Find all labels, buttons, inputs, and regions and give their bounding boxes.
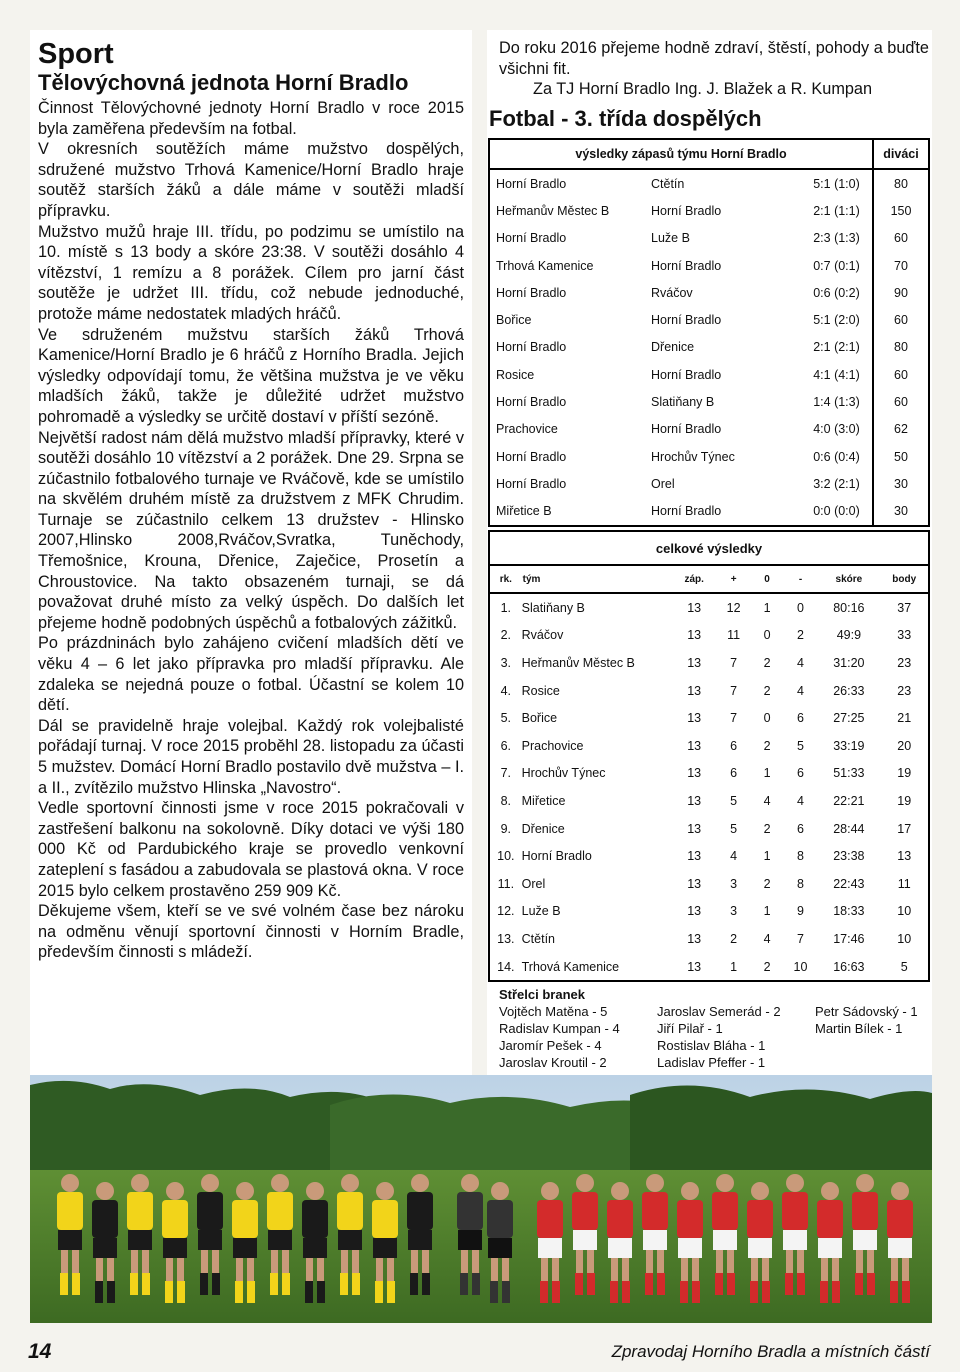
standings-score: 80:16 bbox=[833, 600, 865, 615]
standings-col-header: záp. bbox=[671, 565, 716, 593]
match-home-team: Horní Bradlo bbox=[496, 231, 567, 246]
match-spectators: 90 bbox=[894, 285, 908, 300]
match-home-team: Horní Bradlo bbox=[496, 340, 567, 355]
standings-row bbox=[489, 842, 929, 870]
standings-team: Slatiňany B bbox=[521, 600, 585, 615]
standings-pts: 10 bbox=[897, 931, 912, 946]
match-score: 2:1 (1:1) bbox=[801, 197, 873, 224]
standings-col-header: rk. bbox=[489, 565, 522, 593]
standings-d: 2 bbox=[763, 738, 771, 753]
scorers-block bbox=[499, 986, 935, 1071]
match-home-team: Miřetice B bbox=[496, 504, 552, 519]
standings-gp: 13 bbox=[687, 904, 702, 919]
spectators-header: diváci bbox=[873, 139, 929, 169]
standings-score: 16:63 bbox=[833, 959, 865, 974]
standings-pts: 19 bbox=[897, 793, 912, 808]
standings-pts: 17 bbox=[897, 821, 912, 836]
match-spectators: 80 bbox=[894, 340, 908, 355]
standings-w: 3 bbox=[730, 876, 738, 891]
standings-team: Hrochův Týnec bbox=[521, 766, 606, 781]
match-row bbox=[489, 197, 929, 224]
standings-gp: 13 bbox=[687, 959, 702, 974]
standings-score: 27:25 bbox=[833, 711, 865, 726]
standings-row bbox=[489, 870, 929, 898]
standings-l: 5 bbox=[797, 738, 804, 753]
article-paragraph: Největší radost nám dělá mužstvo mladší přípravky, které v soutěži dosáhlo 10 vítězství a 2 porážek. Dne 29. Srpna se zúčastnilo fotbalového turnaje ve Rváčově, kde se umístilo na skvělém druhém místě za družstvem z MFK Chrudim. Turnaje se zúčastnilo celkem 13 družstev - Hlinsko 2007,Hlinsko 2008,Rváčov,Svratka, Tuněchody, Třemošnice, Krouna, Dřenice, Zaječice, Prosetín a Chroustovice. Na takto obsazeném turnaji, se dá považovat druhé místo za velký úspěch. Do dalších let přejeme hodně podobných úspěchů a fotbalových zážitků. bbox=[38, 428, 464, 632]
standings-gp: 13 bbox=[687, 600, 702, 615]
match-row bbox=[489, 252, 929, 279]
match-away-team: Horní Bradlo bbox=[651, 367, 722, 382]
standings-team: Trhová Kamenice bbox=[521, 959, 620, 974]
scorer-entry: Petr Sádovský - 1 bbox=[815, 1004, 918, 1019]
standings-team: Heřmanův Městec B bbox=[521, 655, 635, 670]
match-away-team: Horní Bradlo bbox=[651, 258, 722, 273]
match-row bbox=[489, 334, 929, 361]
standings-score: 26:33 bbox=[833, 683, 865, 698]
match-home-team: Trhová Kamenice bbox=[496, 258, 594, 273]
standings-row bbox=[489, 898, 929, 926]
standings-d: 2 bbox=[763, 683, 771, 698]
match-row bbox=[489, 470, 929, 497]
match-score: 0:7 (0:1) bbox=[801, 252, 873, 279]
standings-pts: 23 bbox=[897, 683, 912, 698]
standings-w: 1 bbox=[730, 959, 738, 974]
standings-rk: 7. bbox=[500, 766, 512, 781]
match-home-team: Rosice bbox=[496, 367, 535, 382]
standings-rk: 3. bbox=[500, 655, 512, 670]
standings-rk: 10. bbox=[497, 849, 515, 864]
standings-pts: 11 bbox=[897, 876, 911, 891]
standings-rk: 5. bbox=[500, 711, 512, 726]
match-home-team: Horní Bradlo bbox=[496, 395, 567, 410]
standings-rk: 1. bbox=[500, 600, 512, 615]
standings-score: 17:46 bbox=[833, 931, 865, 946]
standings-team: Rváčov bbox=[521, 628, 564, 643]
match-score: 0:0 (0:0) bbox=[801, 498, 873, 526]
match-row bbox=[489, 225, 929, 252]
article-paragraph: Vedle sportovní činnosti jsme v roce 2015 pokračovali v zastřešení balkonu na sokolovně. Díky dotaci ve výši 180 000 Kč od Pardubického kraje se provedlo venkovní zateplení s fasádou a zabudovala se plastová okna. V roce 2015 bylo celkem prostavěno 259 909 Kč. bbox=[38, 799, 464, 900]
match-home-team: Horní Bradlo bbox=[496, 285, 567, 300]
standings-l: 8 bbox=[797, 876, 804, 891]
standings-score: 28:44 bbox=[833, 821, 865, 836]
match-spectators: 62 bbox=[894, 422, 908, 437]
standings-w: 7 bbox=[730, 711, 738, 726]
standings-team: Bořice bbox=[521, 711, 558, 726]
standings-team: Miřetice bbox=[521, 793, 566, 808]
standings-gp: 13 bbox=[687, 628, 702, 643]
scorer-entry: Rostislav Bláha - 1 bbox=[657, 1038, 766, 1053]
standings-l: 8 bbox=[797, 849, 804, 864]
standings-score: 18:33 bbox=[833, 904, 865, 919]
standings-gp: 13 bbox=[687, 849, 702, 864]
standings-w: 3 bbox=[730, 904, 738, 919]
standings-d: 0 bbox=[763, 628, 771, 643]
standings-l: 7 bbox=[797, 931, 804, 946]
standings-l: 0 bbox=[797, 600, 804, 615]
standings-score: 22:43 bbox=[833, 876, 865, 891]
scorers-column bbox=[499, 1003, 647, 1071]
standings-row bbox=[489, 760, 929, 788]
match-results-table bbox=[488, 138, 930, 527]
matches-header: výsledky zápasů týmu Horní Bradlo bbox=[489, 139, 873, 169]
match-row bbox=[489, 361, 929, 388]
match-away-team: Horní Bradlo bbox=[651, 422, 722, 437]
standings-col-header: - bbox=[784, 565, 818, 593]
match-away-team: Orel bbox=[651, 476, 675, 491]
standings-d: 4 bbox=[763, 931, 771, 946]
match-score: 2:3 (1:3) bbox=[801, 225, 873, 252]
standings-d: 1 bbox=[763, 849, 771, 864]
article-paragraph: Po prázdninách bylo zahájeno cvičení mladších dětí ve věku 4 – 6 let jako přípravka pro mladší přípravku. Ale zdaleka se nejedná pouze o fotbal. Účastní se kolem 10 dětí. bbox=[38, 634, 464, 715]
standings-gp: 13 bbox=[687, 738, 702, 753]
match-row bbox=[489, 416, 929, 443]
standings-col-header: skóre bbox=[817, 565, 880, 593]
match-spectators: 30 bbox=[894, 504, 908, 519]
standings-pts: 37 bbox=[897, 600, 912, 615]
standings-col-header: 0 bbox=[750, 565, 783, 593]
standings-table bbox=[488, 530, 930, 982]
standings-rk: 4. bbox=[500, 683, 512, 698]
standings-row bbox=[489, 677, 929, 705]
standings-d: 1 bbox=[763, 600, 771, 615]
standings-l: 6 bbox=[797, 711, 804, 726]
match-away-team: Rváčov bbox=[651, 285, 693, 300]
standings-rk: 13. bbox=[497, 931, 515, 946]
standings-l: 4 bbox=[797, 793, 804, 808]
match-score: 1:4 (1:3) bbox=[801, 388, 873, 415]
football-section-title: Fotbal - 3. třída dospělých bbox=[489, 106, 762, 131]
scorer-entry: Vojtěch Matěna - 5 bbox=[499, 1004, 608, 1019]
match-spectators: 80 bbox=[894, 176, 908, 191]
match-spectators: 70 bbox=[894, 258, 908, 273]
match-score: 4:1 (4:1) bbox=[801, 361, 873, 388]
standings-gp: 13 bbox=[687, 766, 702, 781]
standings-d: 2 bbox=[763, 821, 771, 836]
standings-pts: 20 bbox=[897, 738, 912, 753]
standings-pts: 23 bbox=[897, 655, 912, 670]
standings-gp: 13 bbox=[687, 821, 702, 836]
standings-rk: 2. bbox=[500, 628, 512, 643]
scorer-entry: Jaroslav Semerád - 2 bbox=[657, 1004, 781, 1019]
standings-pts: 19 bbox=[897, 766, 912, 781]
match-away-team: Horní Bradlo bbox=[651, 203, 722, 218]
scorer-entry: Ladislav Pfeffer - 1 bbox=[657, 1055, 766, 1070]
standings-l: 6 bbox=[797, 766, 804, 781]
results-column bbox=[487, 30, 932, 1075]
standings-team: Prachovice bbox=[521, 738, 584, 753]
article-title: Tělovýchovná jednota Horní Bradlo bbox=[38, 70, 409, 95]
standings-w: 4 bbox=[730, 849, 738, 864]
article-paragraph: Dál se pravidelně hraje volejbal. Každý rok volejbalisté pořádají turnaj. V roce 2015 proběhl 28. listopadu za účasti 5 mužstev. Domácí Horní Bradlo postavilo dvě mužstva – I. a II., zvítězilo mužstvo Hlinska „Navostro“. bbox=[38, 716, 464, 797]
article-paragraph: Činnost Tělovýchovné jednoty Horní Bradlo v roce 2015 byla zaměřena především na fotbal. bbox=[38, 99, 464, 138]
standings-d: 0 bbox=[763, 711, 771, 726]
article-column bbox=[30, 30, 472, 1075]
article-body bbox=[38, 98, 464, 963]
standings-gp: 13 bbox=[687, 683, 702, 698]
standings-d: 4 bbox=[763, 793, 771, 808]
article-paragraph: Ve sdruženém mužstvu starších žáků Trhová Kamenice/Horní Bradlo je 6 hráčů z Horního Bradla. Jejich výsledky odpovídají tomu, že většina mužstva je ve věku mladších žáků, takže je důležité udržet mužstvo pohromadě a výsledky se určitě dostaví v příští sezóně. bbox=[38, 325, 464, 426]
match-home-team: Horní Bradlo bbox=[496, 476, 567, 491]
signature: Za TJ Horní Bradlo Ing. J. Blažek a R. Kumpan bbox=[533, 80, 873, 98]
standings-d: 2 bbox=[763, 959, 771, 974]
match-away-team: Dřenice bbox=[651, 340, 695, 355]
standings-w: 5 bbox=[730, 793, 738, 808]
standings-row bbox=[489, 593, 929, 622]
standings-row bbox=[489, 649, 929, 677]
standings-l: 2 bbox=[797, 628, 804, 643]
standings-score: 23:38 bbox=[833, 849, 865, 864]
match-score: 2:1 (2:1) bbox=[801, 334, 873, 361]
standings-col-header: tým bbox=[522, 565, 672, 593]
match-away-team: Horní Bradlo bbox=[651, 313, 722, 328]
match-home-team: Heřmanův Městec B bbox=[496, 203, 610, 218]
team-photo bbox=[30, 1075, 932, 1323]
standings-row bbox=[489, 704, 929, 732]
standings-col-header: body bbox=[880, 565, 929, 593]
standings-row bbox=[489, 787, 929, 815]
match-home-team: Horní Bradlo bbox=[496, 176, 567, 191]
scorers-column bbox=[657, 1003, 805, 1071]
standings-team: Orel bbox=[521, 876, 546, 891]
scorers-title: Střelci branek bbox=[499, 987, 585, 1002]
standings-l: 6 bbox=[797, 821, 804, 836]
standings-w: 6 bbox=[730, 738, 738, 753]
scorer-entry: Jiří Pilař - 1 bbox=[657, 1021, 723, 1036]
match-spectators: 60 bbox=[894, 231, 908, 246]
standings-team: Dřenice bbox=[521, 821, 565, 836]
standings-col-header: + bbox=[717, 565, 751, 593]
standings-team: Ctětín bbox=[521, 931, 555, 946]
new-year-wish: Do roku 2016 přejeme hodně zdraví, štěstí, pohody a buďte všichni fit. bbox=[499, 39, 929, 78]
scorer-entry: Jaroslav Kroutil - 2 bbox=[499, 1055, 607, 1070]
scorer-entry: Radislav Kumpan - 4 bbox=[499, 1021, 620, 1036]
standings-rk: 12. bbox=[497, 904, 515, 919]
match-spectators: 60 bbox=[894, 395, 908, 410]
standings-gp: 13 bbox=[687, 655, 702, 670]
standings-pts: 33 bbox=[897, 628, 912, 643]
scorer-entry: Martin Bílek - 1 bbox=[815, 1021, 903, 1036]
standings-gp: 13 bbox=[687, 876, 702, 891]
match-home-team: Prachovice bbox=[496, 422, 558, 437]
standings-team: Rosice bbox=[521, 683, 560, 698]
standings-pts: 13 bbox=[897, 849, 912, 864]
standings-row bbox=[489, 622, 929, 650]
standings-pts: 5 bbox=[900, 959, 908, 974]
article-paragraph: Mužstvo mužů hraje III. třídu, po podzimu se umístilo na 10. místě s 13 body a skóre 23:38. V soutěži dosáhlo 4 vítězství, 1 remízu a 8 porážek. Cílem pro jarní část soutěže je udržet III. třídu, což nebude jednoduché, protože máme nedostatek mladých hráčů. bbox=[38, 222, 464, 323]
standings-d: 2 bbox=[763, 876, 771, 891]
match-home-team: Horní Bradlo bbox=[496, 449, 567, 464]
match-away-team: Hrochův Týnec bbox=[651, 449, 735, 464]
standings-gp: 13 bbox=[687, 793, 702, 808]
match-score: 3:2 (2:1) bbox=[801, 470, 873, 497]
match-row bbox=[489, 306, 929, 333]
standings-rk: 8. bbox=[500, 793, 512, 808]
match-home-team: Bořice bbox=[496, 313, 532, 328]
standings-l: 10 bbox=[793, 959, 808, 974]
match-spectators: 60 bbox=[894, 367, 908, 382]
standings-l: 4 bbox=[797, 683, 804, 698]
article-paragraph: V okresních soutěžích máme mužstvo dospělých, sdružené mužstvo Trhová Kamenice/Horní Bradlo hraje soutěž starších žáků a dále máme v soutěži mladší přípravku. bbox=[38, 140, 464, 220]
team-photo-illustration bbox=[30, 1075, 932, 1323]
standings-score: 49:9 bbox=[836, 628, 862, 643]
standings-score: 33:19 bbox=[833, 738, 865, 753]
match-row bbox=[489, 443, 929, 470]
standings-rk: 14. bbox=[497, 959, 515, 974]
standings-pts: 10 bbox=[897, 904, 912, 919]
match-spectators: 150 bbox=[890, 203, 912, 218]
standings-score: 51:33 bbox=[833, 766, 865, 781]
match-away-team: Ctětín bbox=[651, 176, 685, 191]
standings-team: Horní Bradlo bbox=[521, 849, 592, 864]
match-score: 0:6 (0:2) bbox=[801, 279, 873, 306]
match-spectators: 50 bbox=[894, 449, 908, 464]
standings-rk: 9. bbox=[500, 821, 512, 836]
standings-w: 7 bbox=[730, 655, 738, 670]
standings-w: 7 bbox=[730, 683, 738, 698]
match-row bbox=[489, 169, 929, 197]
standings-w: 12 bbox=[726, 600, 741, 615]
standings-w: 5 bbox=[730, 821, 738, 836]
standings-l: 9 bbox=[797, 904, 804, 919]
match-score: 4:0 (3:0) bbox=[801, 416, 873, 443]
standings-title: celkové výsledky bbox=[655, 540, 763, 556]
scorer-entry: Jaromír Pešek - 4 bbox=[499, 1038, 602, 1053]
standings-rk: 11. bbox=[497, 876, 515, 891]
match-away-team: Horní Bradlo bbox=[651, 504, 722, 519]
standings-w: 2 bbox=[730, 931, 738, 946]
match-score: 0:6 (0:4) bbox=[801, 443, 873, 470]
standings-row bbox=[489, 925, 929, 953]
publication-title: Zpravodaj Horního Bradla a místních částí bbox=[611, 1342, 930, 1361]
match-score: 5:1 (1:0) bbox=[801, 169, 873, 197]
match-row bbox=[489, 388, 929, 415]
match-row bbox=[489, 498, 929, 526]
match-row bbox=[489, 279, 929, 306]
match-spectators: 30 bbox=[894, 476, 908, 491]
standings-score: 31:20 bbox=[833, 655, 865, 670]
standings-row bbox=[489, 953, 929, 982]
standings-row bbox=[489, 815, 929, 843]
match-spectators: 60 bbox=[894, 313, 908, 328]
standings-d: 1 bbox=[763, 904, 771, 919]
standings-pts: 21 bbox=[897, 711, 912, 726]
match-away-team: Luže B bbox=[651, 231, 690, 246]
scorers-column bbox=[815, 1003, 935, 1071]
standings-gp: 13 bbox=[687, 711, 702, 726]
match-score: 5:1 (2:0) bbox=[801, 306, 873, 333]
standings-rk: 6. bbox=[500, 738, 512, 753]
standings-l: 4 bbox=[797, 655, 804, 670]
article-paragraph: Děkujeme všem, kteří se ve své volném čase bez nároku na odměnu věnují sportovní činnosti v Horním Bradle, především činnosti s mládeží. bbox=[38, 902, 464, 962]
section-heading: Sport bbox=[38, 38, 114, 70]
standings-w: 11 bbox=[727, 628, 741, 643]
page-number: 14 bbox=[28, 1340, 52, 1363]
standings-row bbox=[489, 732, 929, 760]
standings-w: 6 bbox=[730, 766, 738, 781]
standings-d: 1 bbox=[763, 766, 771, 781]
standings-team: Luže B bbox=[521, 904, 561, 919]
standings-score: 22:21 bbox=[833, 793, 865, 808]
standings-gp: 13 bbox=[687, 931, 702, 946]
match-away-team: Slatiňany B bbox=[651, 395, 715, 410]
match-results-header bbox=[489, 139, 929, 169]
standings-d: 2 bbox=[763, 655, 771, 670]
